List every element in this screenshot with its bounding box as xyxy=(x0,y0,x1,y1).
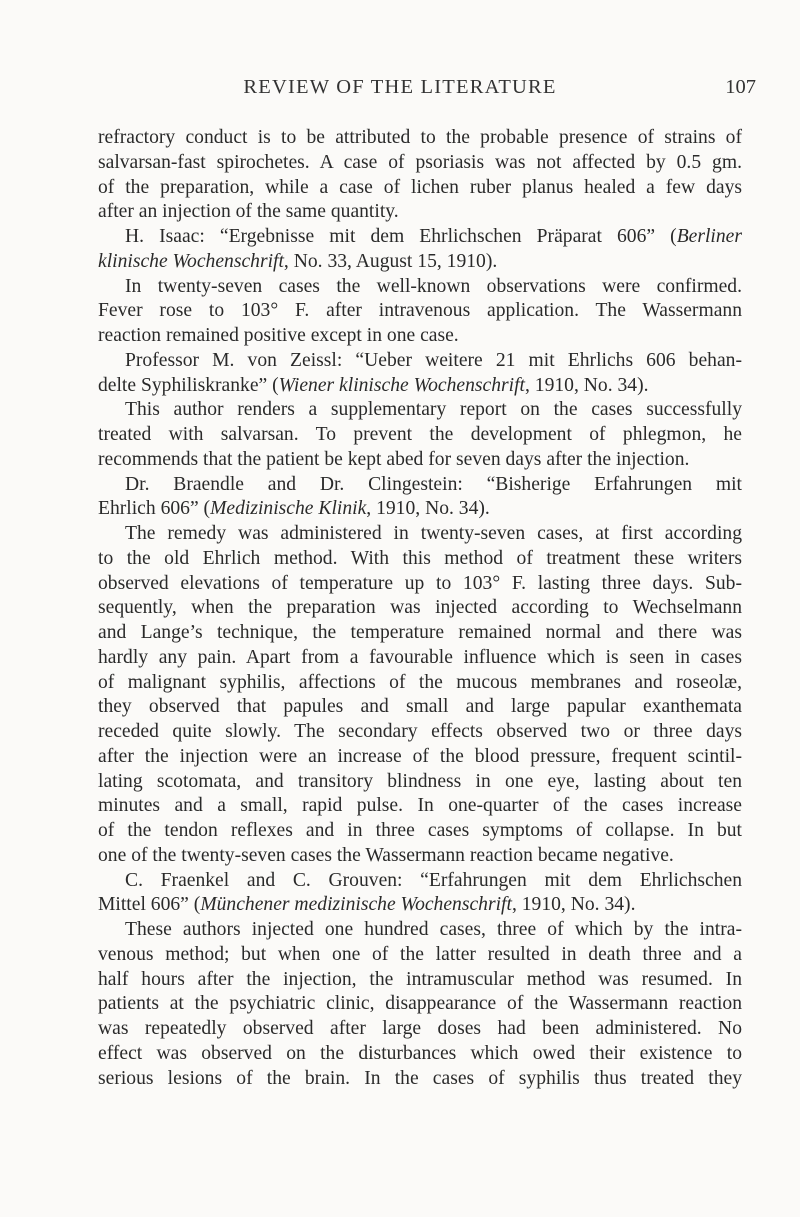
text-line: was repeatedly observed after large doses had been administered. No xyxy=(98,1018,742,1039)
page-header xyxy=(0,76,800,116)
text-line: sequently, when the preparation was injected according to Wechselmann xyxy=(98,597,742,619)
text-line: This author renders a supplementary report on the cases successfully xyxy=(125,399,742,421)
text-line: minutes and a small, rapid pulse. In one-quarter of the cases increase xyxy=(98,795,742,817)
text-line: after an injection of the same quantity. xyxy=(98,201,399,223)
body-text xyxy=(98,126,742,1091)
text-line: Fever rose to 103° F. after intravenous application. The Wassermann xyxy=(98,300,742,322)
text-line: serious lesions of the brain. In the cases of syphilis thus treated they xyxy=(98,1067,742,1089)
text-line: delte Syphiliskranke” (Wiener klinische Wochenschrift, 1910, No. 34). xyxy=(98,374,649,396)
text-line: after the injection were an increase of the blood pressure, frequent scintil- xyxy=(98,745,742,767)
text-line: The remedy was administered in twenty-seven cases, at first according xyxy=(125,523,742,544)
text-line: H. Isaac: “Ergebnisse mit dem Ehrlichschen Präparat 606” (Berliner xyxy=(125,226,742,247)
text-line: refractory conduct is to be attributed to the probable presence of strains of xyxy=(98,127,742,148)
text-line: Dr. Braendle and Dr. Clingestein: “Bisherige Erfahrungen mit xyxy=(125,473,742,495)
text-line: salvarsan-fast spirochetes. A case of psoriasis was not affected by 0.5 gm. xyxy=(98,151,742,173)
text-line: klinische Wochenschrift, No. 33, August 15, 1910). xyxy=(98,250,498,272)
text-line: treated with salvarsan. To prevent the development of phlegmon, he xyxy=(98,424,742,445)
text-line: and Lange’s technique, the temperature remained normal and there was xyxy=(98,622,742,643)
text-line: reaction remained positive except in one case. xyxy=(98,325,459,346)
text-line: patients at the psychiatric clinic, disappearance of the Wassermann reaction xyxy=(98,993,742,1015)
page-number: 107 xyxy=(725,76,756,98)
text-line: Ehrlich 606” (Medizinische Klinik, 1910, No. 34). xyxy=(98,498,490,520)
text-line: These authors injected one hundred cases, three of which by the intra- xyxy=(125,919,742,940)
text-line: of malignant syphilis, affections of the mucous membranes and roseolæ, xyxy=(98,671,742,693)
text-line: recommends that the patient be kept abed for seven days after the injection. xyxy=(98,448,690,470)
text-line: venous method; but when one of the latter resulted in death three and a xyxy=(98,943,742,965)
text-line: observed elevations of temperature up to 103° F. lasting three days. Sub- xyxy=(98,572,742,594)
text-line: receded quite slowly. The secondary effects observed two or three days xyxy=(98,721,742,742)
journal-title: Münchener medizinische Wochenschrift xyxy=(200,894,512,916)
text-line: lating scotomata, and transitory blindness in one eye, lasting about ten xyxy=(98,770,742,792)
text-line: of the preparation, while a case of lichen ruber planus healed a few days xyxy=(98,176,742,198)
journal-title: Berliner xyxy=(676,226,742,247)
text-line: hardly any pain. Apart from a favourable influence which is seen in cases xyxy=(98,646,742,668)
journal-title: Wiener klinische Wochenschrift xyxy=(278,374,525,396)
text-line: of the tendon reflexes and in three cases symptoms of collapse. In but xyxy=(98,820,742,841)
text-line: Professor M. von Zeissl: “Ueber weitere 21 mit Ehrlichs 606 behan- xyxy=(125,349,742,371)
text-line: to the old Ehrlich method. With this method of treatment these writers xyxy=(98,547,742,569)
running-title: REVIEW OF THE LITERATURE xyxy=(243,76,557,98)
text-line: C. Fraenkel and C. Grouven: “Erfahrungen mit dem Ehrlichschen xyxy=(125,869,742,891)
text-line: they observed that papules and small and large papular exanthemata xyxy=(98,696,742,718)
journal-title: Medizinische Klinik xyxy=(210,498,367,520)
journal-title: klinische Wochenschrift xyxy=(98,250,284,272)
text-line: half hours after the injection, the intramuscular method was resumed. In xyxy=(98,968,742,990)
text-line: Mittel 606” (Münchener medizinische Wochenschrift, 1910, No. 34). xyxy=(98,894,636,916)
text-line: In twenty-seven cases the well-known observations were confirmed. xyxy=(125,275,742,297)
text-line: one of the twenty-seven cases the Wassermann reaction became negative. xyxy=(98,844,674,866)
text-line: effect was observed on the disturbances which owed their existence to xyxy=(98,1042,742,1064)
